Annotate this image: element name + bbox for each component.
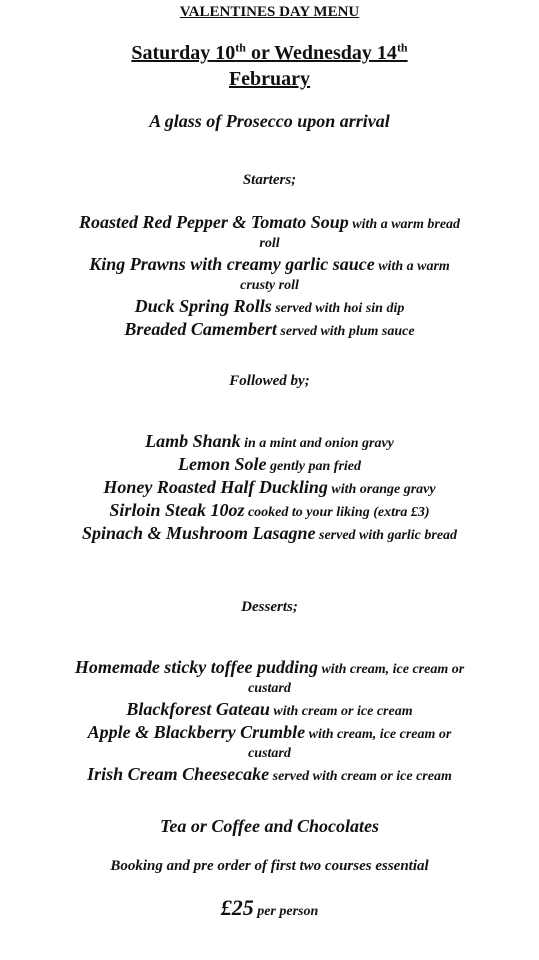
item-name: Lemon Sole xyxy=(178,454,267,474)
item-description: served with plum sauce xyxy=(276,324,415,339)
item-description: with cream or ice cream xyxy=(269,704,413,719)
menu-item xyxy=(70,656,469,698)
prosecco-note: A glass of Prosecco upon arrival xyxy=(149,111,390,131)
item-description: gently pan fried xyxy=(266,459,361,474)
item-name: Spinach & Mushroom Lasagne xyxy=(81,523,316,543)
item-description: with cream, ice cream or custard xyxy=(248,662,465,696)
item-description: served with hoi sin dip xyxy=(271,301,405,316)
item-description: with cream, ice cream or custard xyxy=(248,727,452,761)
menu-item xyxy=(70,318,469,341)
item-description: with a warm bread roll xyxy=(259,217,461,251)
starters-list xyxy=(70,211,469,341)
item-description: cooked to your liking (extra £3) xyxy=(244,505,430,520)
mains-list xyxy=(70,430,469,545)
date-ordinal-2: th xyxy=(396,40,408,55)
item-name: Duck Spring Rolls xyxy=(134,296,272,316)
menu-item xyxy=(70,522,469,545)
item-name: Roasted Red Pepper & Tomato Soup xyxy=(78,212,349,232)
mains-heading: Followed by; xyxy=(229,373,310,389)
item-name: Sirloin Steak 10oz xyxy=(109,500,245,520)
booking-note: Booking and pre order of first two courses essential xyxy=(110,858,429,874)
menu-item xyxy=(70,476,469,499)
item-name: Honey Roasted Half Duckling xyxy=(103,477,328,497)
price-unit: per person xyxy=(253,904,319,919)
menu-item xyxy=(70,763,469,786)
item-description: served with garlic bread xyxy=(315,528,458,543)
date-text-1: Saturday 10 xyxy=(131,42,236,64)
menu-item xyxy=(70,253,469,295)
item-description: served with cream or ice cream xyxy=(269,769,452,784)
menu-item xyxy=(70,721,469,763)
starters-heading: Starters; xyxy=(242,172,297,188)
date-month: February xyxy=(228,68,311,90)
desserts-list xyxy=(70,656,469,786)
menu-item xyxy=(70,499,469,522)
item-description: with orange gravy xyxy=(327,482,436,497)
date-text-2: or Wednesday 14 xyxy=(245,42,397,64)
item-name: King Prawns with creamy garlic sauce xyxy=(89,254,375,274)
menu-item xyxy=(70,698,469,721)
price-line xyxy=(0,895,539,921)
item-description: with a warm crusty roll xyxy=(240,259,450,293)
item-name: Apple & Blackberry Crumble xyxy=(87,722,306,742)
item-name: Homemade sticky toffee pudding xyxy=(74,657,318,677)
desserts-heading: Desserts; xyxy=(241,599,298,615)
menu-item xyxy=(70,211,469,253)
menu-item xyxy=(70,430,469,453)
menu-title: VALENTINES DAY MENU xyxy=(179,4,360,20)
menu-item xyxy=(70,453,469,476)
item-name: Irish Cream Cheesecake xyxy=(87,764,270,784)
item-name: Blackforest Gateau xyxy=(126,699,270,719)
tea-coffee-note: Tea or Coffee and Chocolates xyxy=(160,816,379,836)
price-amount: £25 xyxy=(220,895,254,920)
item-name: Lamb Shank xyxy=(145,431,241,451)
item-description: in a mint and onion gravy xyxy=(240,436,394,451)
event-dates xyxy=(60,40,479,92)
menu-item xyxy=(70,295,469,318)
item-name: Breaded Camembert xyxy=(124,319,277,339)
date-ordinal-1: th xyxy=(235,40,246,55)
